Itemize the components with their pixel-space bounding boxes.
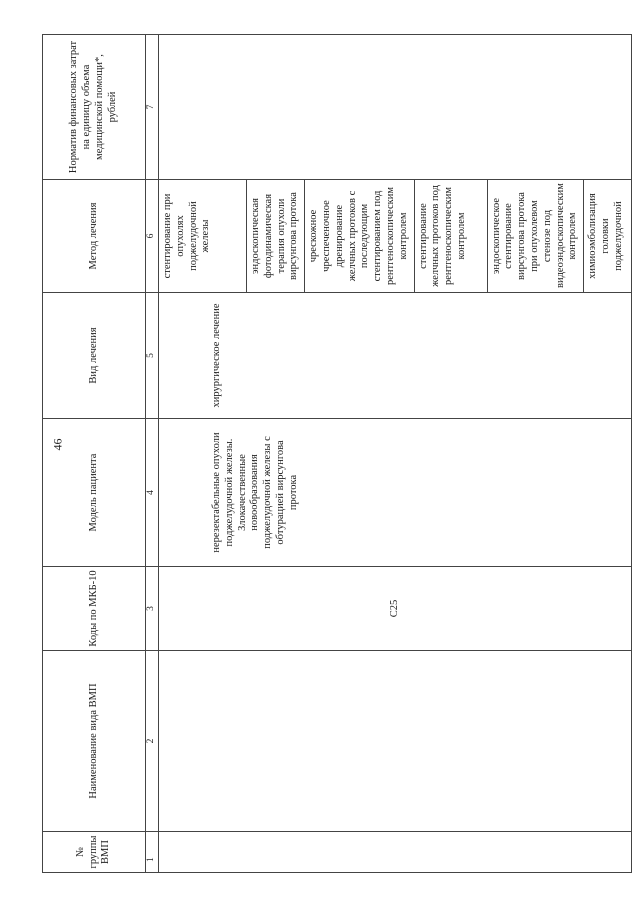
treatment-type-cell: хирургическое лечение <box>159 293 632 419</box>
header-icd-codes: Коды по МКБ-10 <box>43 567 146 651</box>
header-cost-norm: Норматив финансовых затрат на единицу объема медицинской помощи*, рублей <box>43 35 146 180</box>
page-number: 46 <box>50 438 65 451</box>
column-number-row <box>146 35 159 873</box>
table-row <box>159 35 247 873</box>
column-number: 1 <box>146 832 159 873</box>
column-number: 7 <box>146 35 159 180</box>
column-number: 6 <box>146 180 159 293</box>
treatment-method-cell: стентирование при опухолях поджелудочной железы <box>159 180 247 293</box>
header-group-number: № группы ВМП <box>43 832 146 873</box>
header-treatment-type: Вид лечения <box>43 293 146 419</box>
group-number-cell <box>159 832 632 873</box>
treatment-method-cell: эндоскопическое стентирование вирсунгова протока при опухолевом стенозе под видеоэндоскопическим контролем <box>487 180 584 293</box>
icd-code-cell: C25 <box>159 567 632 651</box>
treatment-method-cell: химиоэмболизация головки поджелудочной <box>584 180 632 293</box>
patient-model-cell: нерезектабельные опухоли поджелудочной железы. Злокачественные новообразования поджелудочной железы с обтурацией вирсунгова протока <box>159 419 632 567</box>
treatment-method-cell: чрескожное чреспеченочное дренирование желчных протоков с последующим стентированием под рентгеноскопическим контролем <box>305 180 414 293</box>
vmp-table <box>42 34 632 873</box>
header-vmp-name: Наименование вида ВМП <box>43 651 146 832</box>
header-patient-model: Модель пациента <box>43 419 146 567</box>
column-number: 3 <box>146 567 159 651</box>
column-number: 2 <box>146 651 159 832</box>
header-row <box>43 35 146 873</box>
header-treatment-method: Метод лечения <box>43 180 146 293</box>
rotated-table-wrapper <box>42 35 632 873</box>
treatment-method-cell: эндоскопическая фотодинамическая терапия опухоли вирсунгова протока <box>247 180 305 293</box>
treatment-method-cell: стентирование желчных протоков под рентгеноскопическим контролем <box>414 180 487 293</box>
column-number: 4 <box>146 419 159 567</box>
cost-norm-cell <box>159 35 632 180</box>
vmp-name-cell <box>159 651 632 832</box>
column-number: 5 <box>146 293 159 419</box>
